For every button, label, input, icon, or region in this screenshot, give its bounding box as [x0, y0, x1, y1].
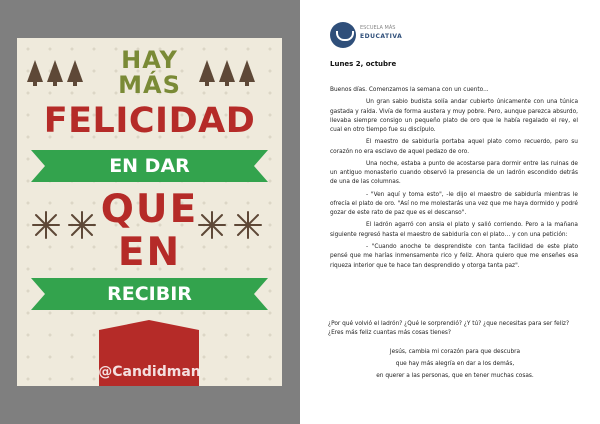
christmas-poster [17, 38, 282, 386]
prayer-line: Jesús, cambia mi corazón para que descubra [389, 349, 521, 355]
poster-handle: @Candidman [98, 364, 201, 380]
paragraph: Un gran sabio budista solía andar cubierto únicamente con una túnica gastada y raída. Vivía de forma austera y muy pobre. Pero, aunque parezca absurdo, llevaba siempre consigo un pequeño plato de oro que le había regalado el rey, el cual en otro tiempo fue su discípulo. [330, 99, 578, 134]
poster-line-mas: MÁS [118, 71, 181, 99]
poster-line-felicidad: FELICIDAD [43, 101, 256, 141]
document-date: Lunes 2, octubre [330, 60, 397, 68]
paragraph: - "Cuando anoche te desprendiste con tanta facilidad de este plato pensé que me harías inmensamente rico y feliz. Ahora quiero que me enseñes esa riqueza interior que te hace tan desprendido y otorga tanta paz". [330, 243, 578, 269]
logo-bottom-text: EDUCATIVA [360, 33, 403, 40]
snowflake-icon [67, 210, 97, 240]
prayer-line: en querer a las personas, que en tener muchas cosas. [376, 373, 534, 380]
reflection-questions [328, 320, 580, 339]
paragraph: Buenos días. Comenzamos la semana con un cuento... [330, 87, 489, 93]
poster-line-que: QUE [100, 187, 199, 232]
paragraph: Una noche, estaba a punto de acostarse para dormir entre las ruinas de un antiguo monasterio cuando observó la presencia de un ladrón escondido detrás de una de las columnas. [330, 160, 578, 186]
school-logo [330, 22, 430, 50]
paragraph: El ladrón agarró con ansia el plato y salió corriendo. Pero a la mañana siguiente regresó hasta el maestro de sabiduría con el plato… y con una petición: [330, 222, 578, 238]
question: ¿Por qué volvió el ladrón? ¿Qué le sorprendió? ¿Y tú? ¿que necesitas para ser feliz? [328, 321, 570, 327]
poster-line-hay: HAY [121, 46, 178, 74]
ribbon-en-dar: EN DAR [31, 150, 268, 182]
ribbon-recibir: RECIBIR [31, 278, 268, 310]
poster-line-en: EN [117, 230, 182, 275]
closing-prayer [330, 346, 580, 383]
snowflake-icon [31, 210, 61, 240]
logo-emblem-icon [330, 22, 356, 48]
paragraph: - "Ven aquí y toma esto", -le dijo el maestro de sabiduría mientras le ofrecía el plato de oro. "Así no me molestarás una vez que me haya dormido y podré gozar de este rato de paz que es el descanso". [330, 191, 578, 217]
snowflake-icon [233, 210, 263, 240]
logo-top-text: ESCUELA MÁS [360, 25, 396, 31]
question: ¿Eres más feliz cuantas más cosas tienes? [328, 330, 451, 337]
paragraph: El maestro de sabiduría portaba aquel plato como recuerdo, pero su corazón no era esclavo de aquel pedazo de oro. [330, 139, 578, 155]
snowflake-icon [197, 210, 227, 240]
right-page [300, 0, 600, 424]
story-body [330, 86, 578, 274]
prayer-line: que hay más alegría en dar a los demás, [395, 361, 515, 368]
